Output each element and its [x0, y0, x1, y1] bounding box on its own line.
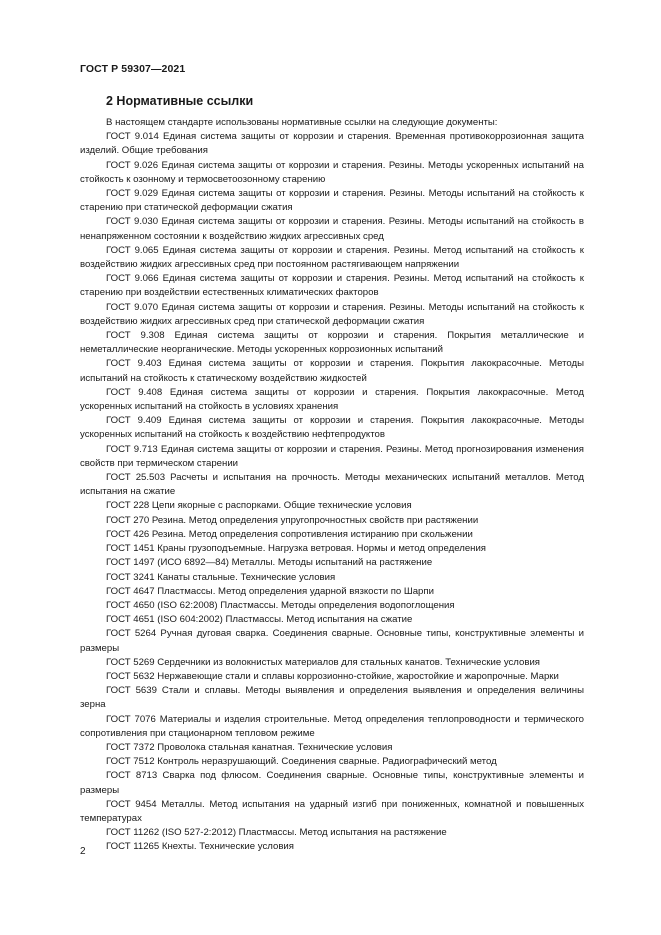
reference-item: ГОСТ 11262 (ISO 527-2:2012) Пластмассы. Метод испытания на растяжение — [106, 827, 447, 839]
reference-item: ГОСТ 7512 Контроль неразрушающий. Соединения сварные. Радиографический метод — [106, 756, 497, 768]
reference-item: ГОСТ 9.065 Единая система защиты от коррозии и старения. Резины. Метод испытаний на стойкость к воздействию жидких агрессивных сред при постоянном растягивающем напряжении — [80, 244, 584, 271]
reference-item: ГОСТ 4647 Пластмассы. Метод определения ударной вязкости по Шарпи — [106, 585, 434, 597]
reference-item: ГОСТ 9.308 Единая система защиты от коррозии и старения. Покрытия металлические и неметаллические неорганические. Методы ускоренных коррозионных испытаний — [80, 330, 584, 356]
reference-item: ГОСТ 4650 (ISO 62:2008) Пластмассы. Методы определения водопоглощения — [106, 599, 455, 611]
reference-item: ГОСТ 4651 (ISO 604:2002) Пластмассы. Метод испытания на сжатие — [106, 614, 413, 626]
reference-item: ГОСТ 3241 Канаты стальные. Технические условия — [106, 571, 336, 583]
page-number: 2 — [80, 846, 86, 857]
reference-item: ГОСТ 9.408 Единая система защиты от коррозии и старения. Покрытия лакокрасочные. Метод ускоренных испытаний на стойкость в условиях хранения — [80, 386, 584, 413]
reference-item: ГОСТ 9.066 Единая система защиты от коррозии и старения. Резины. Метод испытаний на стойкость к старению при воздействии естественных климатических факторов — [80, 273, 584, 299]
reference-item: ГОСТ 9.026 Единая система защиты от коррозии и старения. Резины. Методы ускоренных испытаний на стойкость к озонному и термосветоозонному старению — [80, 159, 584, 185]
reference-item: ГОСТ 8713 Сварка под флюсом. Соединения сварные. Основные типы, конструктивные элементы и размеры — [80, 770, 584, 796]
reference-item: ГОСТ 9.409 Единая система защиты от коррозии и старения. Покрытия лакокрасочные. Методы ускоренных испытаний на стойкость к воздействию нефтепродуктов — [80, 415, 584, 441]
reference-item: ГОСТ 9.030 Единая система защиты от коррозии и старения. Резины. Методы испытаний на стойкость в ненапряженном состоянии к воздействию жидких агрессивных сред — [80, 216, 584, 242]
reference-item: ГОСТ 7076 Материалы и изделия строительные. Метод определения теплопроводности и термического сопротивления при стационарном тепловом режиме — [80, 713, 584, 739]
reference-item: ГОСТ 5639 Стали и сплавы. Методы выявления и определения выявления и определения величины зерна — [80, 685, 584, 711]
intro-paragraph: В настоящем стандарте использованы нормативные ссылки на следующие документы: — [106, 117, 498, 128]
reference-item: ГОСТ 7372 Проволока стальная канатная. Технические условия — [106, 741, 393, 753]
reference-list — [80, 130, 584, 854]
reference-item: ГОСТ 426 Резина. Метод определения сопротивления истиранию при скольжении — [106, 528, 473, 540]
reference-item: ГОСТ 9.029 Единая система защиты от коррозии и старения. Резины. Методы испытаний на стойкость к старению при статической деформации сжатия — [80, 188, 584, 214]
reference-item: ГОСТ 9454 Металлы. Метод испытания на ударный изгиб при пониженных, комнатной и повышенных температурах — [80, 798, 584, 824]
reference-item: ГОСТ 5269 Сердечники из волокнистых материалов для стальных канатов. Технические условия — [106, 656, 540, 668]
reference-item: ГОСТ 9.014 Единая система защиты от коррозии и старения. Временная противокоррозионная защита изделий. Общие требования — [80, 131, 584, 157]
reference-item: ГОСТ 9.403 Единая система защиты от коррозии и старения. Покрытия лакокрасочные. Методы испытаний на стойкость к статическому воздействию жидкостей — [80, 358, 584, 384]
reference-item: ГОСТ 1451 Краны грузоподъемные. Нагрузка ветровая. Нормы и метод определения — [106, 543, 487, 555]
reference-item: ГОСТ 5264 Ручная дуговая сварка. Соединения сварные. Основные типы, конструктивные элементы и размеры — [80, 628, 584, 654]
reference-item: ГОСТ 11265 Кнехты. Технические условия — [106, 841, 294, 853]
document-code-header: ГОСТ Р 59307—2021 — [80, 63, 186, 75]
reference-item: ГОСТ 270 Резина. Метод определения упругопрочностных свойств при растяжении — [106, 514, 479, 526]
section-title: 2 Нормативные ссылки — [106, 94, 254, 108]
reference-item: ГОСТ 9.713 Единая система защиты от коррозии и старения. Резины. Метод прогнозирования изменения свойств при термическом старении — [80, 443, 584, 469]
reference-item: ГОСТ 9.070 Единая система защиты от коррозии и старения. Резины. Методы испытаний на стойкость к воздействию жидких агрессивных сред при статической деформации сжатия — [80, 301, 584, 327]
reference-item: ГОСТ 1497 (ИСО 6892—84) Металлы. Методы испытаний на растяжение — [106, 557, 433, 569]
references-body — [80, 116, 584, 855]
reference-item: ГОСТ 228 Цепи якорные с распорками. Общие технические условия — [106, 500, 412, 512]
reference-item: ГОСТ 5632 Нержавеющие стали и сплавы коррозионно-стойкие, жаростойкие и жаропрочные. Марки — [106, 670, 559, 682]
reference-item: ГОСТ 25.503 Расчеты и испытания на прочность. Методы механических испытаний металлов. Метод испытания на сжатие — [80, 472, 584, 498]
